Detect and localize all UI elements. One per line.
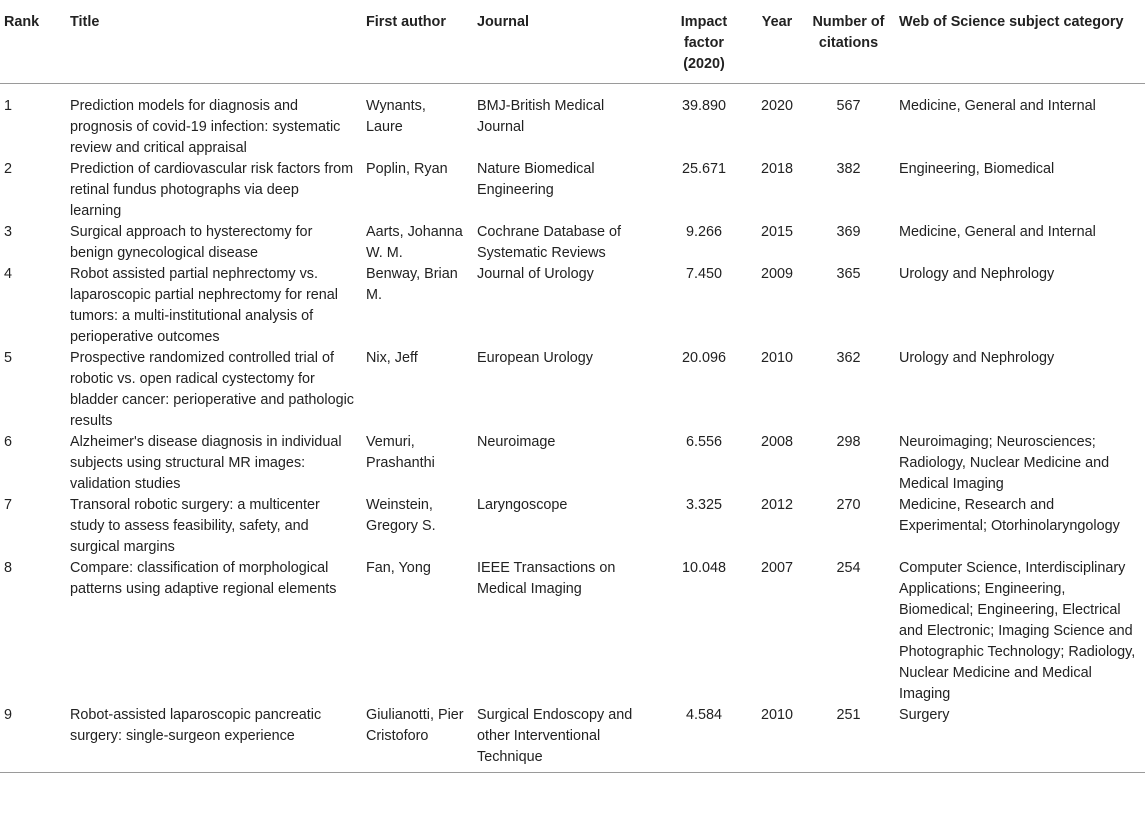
cell-rank: 1: [4, 98, 13, 114]
cell-rank: 7: [4, 497, 13, 513]
cell-impact: 9.266: [685, 224, 722, 240]
cell-impact: 6.556: [685, 434, 722, 450]
cell-year: 2018: [760, 161, 793, 177]
table-row: [0, 705, 1145, 773]
cell-journal: BMJ-British Medical Journal: [477, 98, 605, 135]
table-row: [0, 432, 1145, 495]
cell-title: Alzheimer's disease diagnosis in individual subjects using structural MR images: validation studies: [70, 434, 342, 492]
cell-category: Engineering, Biomedical: [899, 161, 1055, 177]
cell-category: Urology and Nephrology: [899, 350, 1055, 366]
cell-impact: 7.450: [685, 266, 722, 282]
cell-title: Robot-assisted laparoscopic pancreatic surgery: single-surgeon experience: [70, 707, 322, 744]
table-row: [0, 84, 1145, 160]
cell-citations: 567: [836, 98, 861, 114]
cell-title: Prediction models for diagnosis and prognosis of covid-19 infection: systematic review and critical appraisal: [70, 98, 341, 156]
cell-author: Poplin, Ryan: [366, 161, 448, 177]
table-row: [0, 264, 1145, 348]
cell-title: Robot assisted partial nephrectomy vs. laparoscopic partial nephrectomy for renal tumors: a multi-institutional analysis of perioperative outcomes: [70, 266, 338, 345]
cell-year: 2012: [760, 497, 793, 513]
cell-impact: 20.096: [681, 350, 726, 366]
cell-citations: 362: [836, 350, 861, 366]
cell-rank: 6: [4, 434, 13, 450]
cell-year: 2008: [760, 434, 793, 450]
cell-title: Compare: classification of morphological patterns using adaptive regional elements: [70, 560, 337, 597]
cell-citations: 365: [836, 266, 861, 282]
cell-year: 2010: [760, 350, 793, 366]
cell-author: Vemuri, Prashanthi: [366, 434, 435, 471]
cell-category: Urology and Nephrology: [899, 266, 1055, 282]
cell-year: 2007: [760, 560, 793, 576]
cell-journal: European Urology: [477, 350, 593, 366]
cell-impact: 3.325: [685, 497, 722, 513]
table-row: [0, 348, 1145, 432]
table-row: [0, 495, 1145, 558]
cell-impact: 25.671: [681, 161, 726, 177]
cell-author: Aarts, Johanna W. M.: [366, 224, 463, 261]
header-journal: Journal: [477, 14, 529, 30]
cell-year: 2009: [760, 266, 793, 282]
table-row: [0, 159, 1145, 222]
header-row: [0, 0, 1145, 84]
cell-rank: 9: [4, 707, 13, 723]
cell-journal: Laryngoscope: [477, 497, 568, 513]
cell-author: Wynants, Laure: [366, 98, 426, 135]
cell-rank: 5: [4, 350, 13, 366]
cell-citations: 382: [836, 161, 861, 177]
cell-impact: 10.048: [681, 560, 726, 576]
table-row: [0, 222, 1145, 264]
cell-rank: 3: [4, 224, 13, 240]
header-impact-factor: Impact factor (2020): [680, 14, 728, 72]
cell-journal: Nature Biomedical Engineering: [477, 161, 595, 198]
cell-citations: 270: [836, 497, 861, 513]
table-row: [0, 558, 1145, 705]
header-year: Year: [761, 14, 793, 30]
cell-category: Surgery: [899, 707, 950, 723]
cell-journal: IEEE Transactions on Medical Imaging: [477, 560, 616, 597]
header-title: Title: [70, 14, 100, 30]
cell-author: Benway, Brian M.: [366, 266, 458, 303]
cell-citations: 369: [836, 224, 861, 240]
header-rank: Rank: [4, 14, 40, 30]
cell-author: Giulianotti, Pier Cristoforo: [366, 707, 464, 744]
cell-title: Transoral robotic surgery: a multicenter study to assess feasibility, safety, and surgical margins: [70, 497, 320, 555]
cell-author: Nix, Jeff: [366, 350, 418, 366]
cell-author: Weinstein, Gregory S.: [366, 497, 436, 534]
cell-category: Computer Science, Interdisciplinary Applications; Engineering, Biomedical; Engineering, Electrical and Electronic; Imaging Science and Photographic Technology; Radiology, Nuclear Medicine and Medical Imaging: [899, 560, 1136, 702]
cell-category: Medicine, Research and Experimental; Otorhinolaryngology: [899, 497, 1120, 534]
cell-journal: Neuroimage: [477, 434, 556, 450]
cell-citations: 298: [836, 434, 861, 450]
cell-citations: 254: [836, 560, 861, 576]
cell-impact: 39.890: [681, 98, 726, 114]
cell-rank: 8: [4, 560, 13, 576]
header-citations: Number of citations: [812, 14, 885, 51]
cell-title: Prospective randomized controlled trial of robotic vs. open radical cystectomy for bladder cancer: perioperative and pathologic results: [70, 350, 355, 429]
cell-year: 2010: [760, 707, 793, 723]
cell-rank: 2: [4, 161, 13, 177]
cell-journal: Cochrane Database of Systematic Reviews: [477, 224, 621, 261]
cell-title: Prediction of cardiovascular risk factors from retinal fundus photographs via deep learning: [70, 161, 354, 219]
cell-title: Surgical approach to hysterectomy for benign gynecological disease: [70, 224, 313, 261]
cell-category: Medicine, General and Internal: [899, 98, 1096, 114]
cell-category: Medicine, General and Internal: [899, 224, 1096, 240]
header-first-author: First author: [366, 14, 446, 30]
cell-year: 2015: [760, 224, 793, 240]
cell-journal: Surgical Endoscopy and other Interventional Technique: [477, 707, 633, 765]
cell-rank: 4: [4, 266, 13, 282]
cell-citations: 251: [836, 707, 861, 723]
cell-category: Neuroimaging; Neurosciences; Radiology, Nuclear Medicine and Medical Imaging: [899, 434, 1110, 492]
cell-journal: Journal of Urology: [477, 266, 594, 282]
header-category: Web of Science subject category: [899, 14, 1124, 30]
cell-impact: 4.584: [685, 707, 722, 723]
cell-year: 2020: [760, 98, 793, 114]
cell-author: Fan, Yong: [366, 560, 431, 576]
